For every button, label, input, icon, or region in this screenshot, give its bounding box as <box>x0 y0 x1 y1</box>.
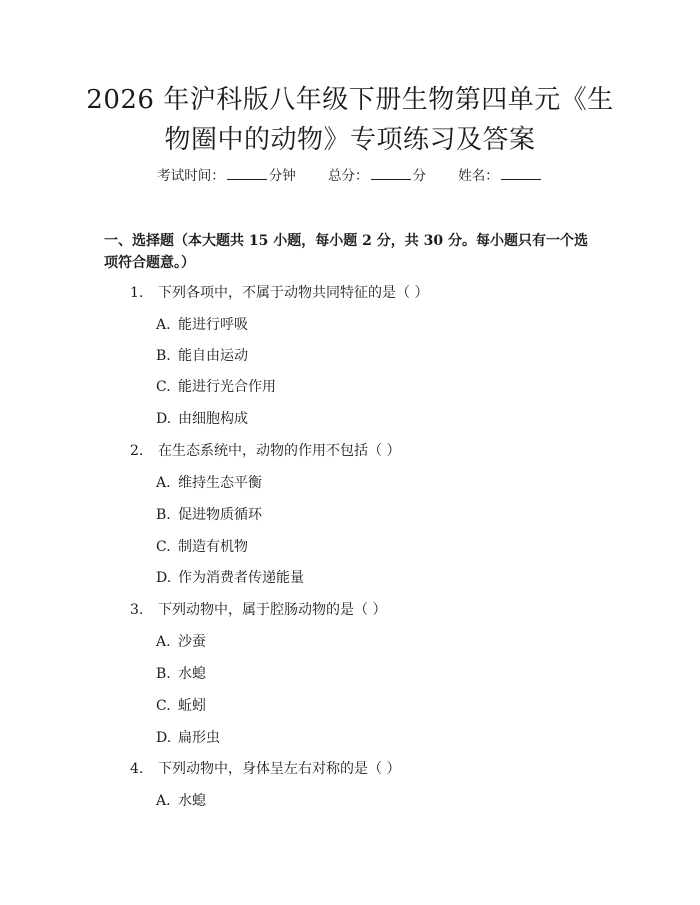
score-unit: 分 <box>412 168 426 184</box>
time-blank <box>227 167 267 180</box>
option-letter: D. <box>156 730 172 746</box>
question-3 <box>130 600 386 620</box>
option-letter: B. <box>156 666 171 682</box>
option-text: 能进行光合作用 <box>178 379 276 395</box>
option-letter: B. <box>156 348 171 364</box>
option-text: 水螅 <box>178 666 206 682</box>
question-2 <box>130 441 400 461</box>
option-letter: C. <box>156 539 171 555</box>
time-unit: 分钟 <box>268 168 296 184</box>
option-letter: A. <box>156 317 171 333</box>
option-text: 扁形虫 <box>178 730 220 746</box>
option-3a <box>156 632 206 652</box>
option-2d <box>156 568 304 588</box>
option-3d <box>156 728 220 748</box>
option-text: 蚯蚓 <box>178 698 206 714</box>
score-label: 总分： <box>328 168 369 184</box>
question-number: 3. <box>130 602 144 618</box>
question-number: 2. <box>130 443 144 459</box>
option-3c <box>156 696 206 716</box>
exam-meta <box>0 166 700 186</box>
option-text: 促进物质循环 <box>178 507 262 523</box>
option-letter: B. <box>156 507 171 523</box>
option-1d <box>156 409 248 429</box>
option-letter: D. <box>156 411 172 427</box>
option-letter: C. <box>156 698 171 714</box>
document-title <box>60 80 640 160</box>
option-1a <box>156 315 248 335</box>
option-letter: D. <box>156 570 172 586</box>
question-text: 在生态系统中，动物的作用不包括（ ） <box>158 443 401 459</box>
option-letter: C. <box>156 379 171 395</box>
title-line-2: 物圈中的动物》专项练习及答案 <box>164 125 536 155</box>
section-heading: 一、选择题（本大题共 15 小题，每小题 2 分，共 30 分。每小题只有一个选项符合题意。） <box>104 233 588 271</box>
option-text: 能自由运动 <box>178 348 248 364</box>
option-letter: A. <box>156 634 171 650</box>
student-name <box>458 166 543 186</box>
option-2c <box>156 537 248 557</box>
option-text: 作为消费者传递能量 <box>178 570 304 586</box>
option-letter: A. <box>156 793 171 809</box>
option-1c <box>156 377 276 397</box>
option-2a <box>156 473 262 493</box>
question-number: 1. <box>130 285 144 301</box>
option-text: 制造有机物 <box>178 539 248 555</box>
question-text: 下列动物中，属于腔肠动物的是（ ） <box>158 602 387 618</box>
option-4a <box>156 791 206 811</box>
name-blank <box>501 167 541 180</box>
option-text: 能进行呼吸 <box>178 317 248 333</box>
option-text: 由细胞构成 <box>178 411 248 427</box>
title-line-1: 2026 年沪科版八年级下册生物第四单元《生 <box>86 85 614 115</box>
question-4 <box>130 759 400 779</box>
question-text: 下列动物中，身体呈左右对称的是（ ） <box>158 761 401 777</box>
option-1b <box>156 346 248 366</box>
name-label: 姓名： <box>458 168 499 184</box>
option-3b <box>156 664 206 684</box>
option-text: 水螅 <box>178 793 206 809</box>
question-1 <box>130 283 428 303</box>
option-2b <box>156 505 262 525</box>
total-score <box>328 166 426 186</box>
question-text: 下列各项中，不属于动物共同特征的是（ ） <box>158 285 429 301</box>
exam-time <box>157 166 296 186</box>
option-text: 维持生态平衡 <box>178 475 262 491</box>
score-blank <box>371 167 411 180</box>
question-number: 4. <box>130 761 144 777</box>
time-label: 考试时间： <box>157 168 225 184</box>
option-letter: A. <box>156 475 171 491</box>
option-text: 沙蚕 <box>178 634 206 650</box>
